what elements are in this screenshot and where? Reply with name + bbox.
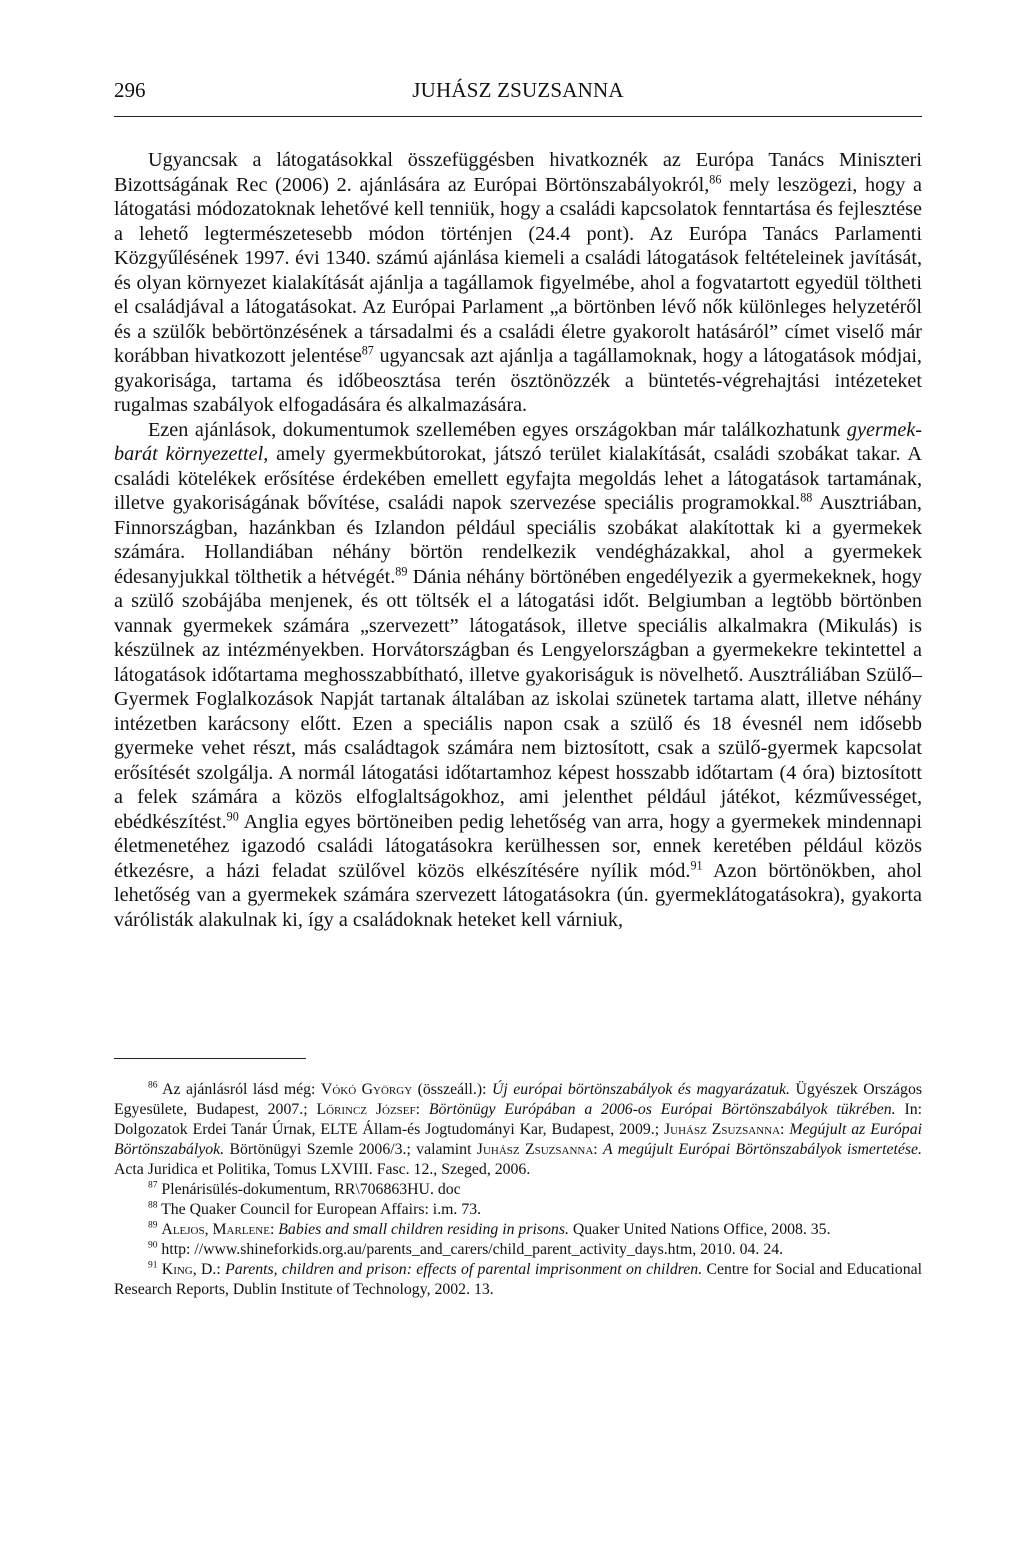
text-run: In: Dolgozatok Erdei Tanár Úrnak, ELTE Állam-és Jogtudományi Kar, Budapest, 2009.;: [114, 1101, 923, 1138]
author-name: Lőrincz József: [316, 1101, 416, 1118]
footnote-ref: 88: [800, 490, 813, 505]
text-run: Ezen ajánlások, dokumentumok szellemében egyes országokban már találkozhatunk: [148, 418, 847, 441]
text-run: Plenárisülés-dokumentum, RR\706863HU. doc: [157, 1181, 461, 1198]
text-run: mely leszögezi, hogy a látogatási módozatoknak lehetővé kell tenniük, hogy a családi kapcsolatok fenntartása és fejlesztése a lehető legtermészetesebb módon történjen (24.4 pont). Az Európa Tanács Parlamenti Közgyűlésének 1997. évi 1340. számú ajánlása kiemeli a családi látogatások feltételeinek javítását, és olyan környezet kialakítását ajánlja a tagállamok figyelmébe, ahol a fogvatartott egyedül töltheti el családjával a látogatásokat. Az Európai Parlament „a börtönben lévő nők különleges helyzetéről és a szülők bebörtönzésének a társadalmi és a családi életre gyakorolt hatásáról” címet viselő már korábban hivatkozott jelentése: [114, 173, 922, 367]
footnote-rule: [114, 1058, 306, 1059]
footnote: [114, 1200, 922, 1220]
text-run: Azon börtönökben, ahol lehetőség van a gyermekek számára szervezett látogatásokra (ún. gyermeklátogatásokra), gyakorta várólisták alakulnak ki, így a családoknak heteket kell várniuk,: [114, 859, 922, 931]
header-rule: [114, 116, 922, 117]
footnote-ref: 87: [361, 343, 374, 358]
footnote: [114, 1240, 922, 1260]
text-run: Az ajánlásról lásd még:: [157, 1081, 321, 1098]
italic-text: Börtönügy Európában a 2006-os Európai Börtönszabályok tükrében.: [428, 1101, 896, 1118]
italic-text: Új európai börtönszabályok és magyarázatuk.: [492, 1081, 790, 1098]
main-text: [114, 148, 922, 932]
footnote-ref: 90: [226, 808, 239, 823]
text-run: http: //www.shineforkids.org.au/parents_and_carers/child_parent_activity_days.htm, 2010. 04. 24.: [157, 1241, 784, 1258]
footnote-ref: 89: [148, 1220, 158, 1231]
author-name: King, D.: [161, 1261, 217, 1278]
text-run: :: [269, 1221, 279, 1238]
footnote-ref: 88: [148, 1200, 158, 1211]
footnote: [114, 1080, 922, 1180]
text-run: Acta Juridica et Politika, Tomus LXVIII. Fasc. 12., Szeged, 2006.: [114, 1161, 531, 1178]
italic-text: Parents, children and prison: effects of parental imprisonment on children.: [225, 1261, 703, 1278]
text-run: Anglia egyes börtöneiben pedig lehetőség van arra, hogy a gyermekek mindennapi életmenetéhez igazodó családi látogatásokra kerülhessen sor, ennek keretében például közös étkezésre, a házi feladat szülővel közös elkészítésére nyílik mód.: [114, 810, 922, 882]
footnote-ref: 91: [148, 1260, 158, 1271]
footnote-ref: 86: [148, 1080, 158, 1091]
italic-text: Babies and small children residing in prisons.: [278, 1221, 569, 1238]
text-run: Ugyancsak a látogatásokkal összefüggésben hivatkoznék az Európa Tanács Miniszteri Bizottságának Rec (2006) 2. ajánlására az Európai Börtönszabályokról,: [114, 149, 922, 196]
text-run: Börtönügyi Szemle 2006/3.; valamint: [224, 1141, 477, 1158]
footnote: [114, 1220, 922, 1240]
footnote-ref: 91: [690, 857, 703, 872]
text-run: amely gyermekbútorokat, játszó terület kialakítását, családi szobákat takar. A családi kötelékek erősítése érdekében emellett egyfajta megoldás lehet a látogatások tartamának, illetve gyakoriságának bővítése, családi napok szervezése speciális programokkal.: [114, 443, 922, 514]
text-run: :: [415, 1101, 429, 1118]
text-run: :: [593, 1141, 604, 1158]
text-run: The Quaker Council for European Affairs: i.m. 73.: [157, 1201, 482, 1218]
text-run: Quaker United Nations Office, 2008. 35.: [568, 1221, 831, 1238]
italic-text: Megújult az Európai Börtönszabályok.: [114, 1121, 922, 1158]
text-run: :: [780, 1121, 790, 1138]
footnotes: [114, 1080, 922, 1300]
text-run: Centre for Social and Educational Research Reports, Dublin Institute of Technology, 2002. 13.: [114, 1261, 922, 1298]
text-run: Ausztriában, Finnországban, hazánkban és Izlandon például speciális szobákat alakítottak ki a gyermekek számára. Hollandiában néhány börtön rendelkezik vendégházakkal, ahol a gyermekek édesanyjukkal tölthetik a hétvégét.: [114, 492, 922, 588]
footnote-ref: 89: [395, 563, 408, 578]
text-run: (összeáll.):: [412, 1081, 492, 1098]
italic-text: A megújult Európai Börtönszabályok ismertetése.: [603, 1141, 922, 1158]
footnote-ref: 87: [148, 1180, 158, 1191]
footnote-ref: 86: [709, 171, 722, 186]
running-head: JUHÁSZ ZSUZSANNA: [412, 78, 624, 102]
footnote: [114, 1260, 922, 1300]
text-run: Ügyészek Országos Egyesülete, Budapest, 2007.;: [114, 1081, 923, 1118]
page-header: [114, 78, 922, 106]
body-paragraph: [114, 148, 922, 418]
footnote: [114, 1180, 922, 1200]
author-name: Juhász Zsuzsanna: [664, 1121, 781, 1138]
author-name: Juhász Zsuzsanna: [476, 1141, 594, 1158]
body-paragraph: [114, 418, 922, 933]
text-run: Dánia néhány börtönében engedélyezik a gyermekeknek, hogy a szülő szobájába menjenek, és ott töltsék el a látogatási időt. Belgiumban a legtöbb börtönben vannak gyermekek számára „szervezett” látogatások, illetve speciális alkalmakra (Mikulás) is készülnek az intézményekben. Horvátországban és Lengyelországban a gyermekekre tekintettel a látogatások időtartama meghosszabbítható, illetve gyakoriságuk is növelhető. Ausztráliában Szülő–Gyermek Foglalkozások Napját tartanak általában az iskolai szünetek tartama alatt, illetve néhány intézetben karácsony előtt. Ezen a speciális napon csak a szülő és 18 évesnél nem idősebb gyermeke vehet részt, más családtagok számára nem biztosított, csak a szülő-gyermek kapcsolat erősítését szolgálja. A normál látogatási időtartamhoz képest hosszabb időtartam (4 óra) biztosított a felek számára a közös elfoglaltságokhoz, ami jelenthet például játékot, kézművességet, ebédkészítést.: [114, 565, 922, 833]
page-number: 296: [114, 78, 146, 102]
author-name: Alejos, Marlene: [161, 1221, 270, 1238]
italic-text: gyermek-barát környezettel,: [114, 418, 922, 465]
footnote-ref: 90: [148, 1240, 158, 1251]
text-run: ugyancsak azt ajánlja a tagállamoknak, hogy a látogatások módjai, gyakorisága, tartama és időbeosztása terén ösztönözzék a büntetés-végrehajtási intézeteket rugalmas szabályok elfogadására és alkalmazására.: [114, 345, 922, 416]
author-name: Vókó György: [320, 1081, 413, 1098]
text-run: :: [216, 1261, 226, 1278]
